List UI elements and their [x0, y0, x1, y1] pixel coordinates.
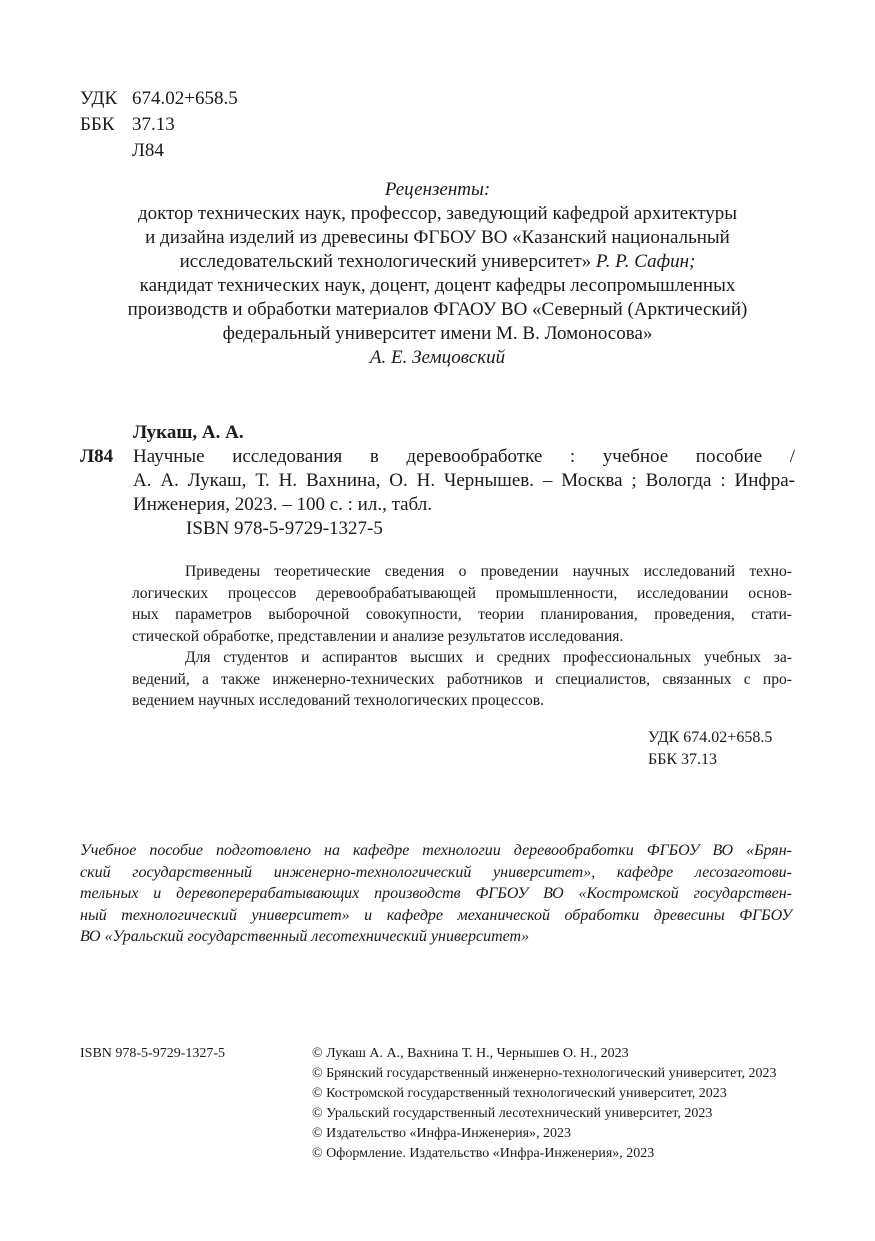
abstract-line: стической обработке, представлении и анализе результатов исследования.: [132, 627, 624, 645]
copyright-item: © Оформление. Издательство «Инфра-Инженерия», 2023: [312, 1146, 655, 1161]
classification-block: [80, 86, 238, 164]
udk-value: 674.02+658.5: [132, 88, 238, 109]
book-author: Лукаш, А. А.: [133, 422, 244, 443]
reviewer2-line: федеральный университет имени М. В. Ломоносова»: [222, 323, 653, 344]
udk-row: [80, 86, 238, 112]
note-line: ВО «Уральский государственный лесотехнический университет»: [80, 928, 530, 945]
abstract-line: Для студентов и аспирантов высших и средних профессиональных учебных за-: [185, 649, 792, 666]
abstract-line: ведений, а также инженерно-технических работников и специалистов, связанных с про-: [132, 670, 792, 688]
bbk-row: [80, 112, 238, 138]
copyright-item: © Уральский государственный лесотехнический университет, 2023: [312, 1106, 713, 1121]
reviewer1-line: доктор технических наук, профессор, заведующий кафедрой архитектуры: [137, 203, 738, 224]
book-isbn: ISBN 978-5-9729-1327-5: [186, 518, 383, 539]
reviewer2-line: производств и обработки материалов ФГАОУ ВО «Северный (Арктический): [127, 299, 748, 320]
bbk-value: 37.13: [132, 114, 175, 135]
classification-bottom: [648, 727, 772, 771]
copyright-item: © Брянский государственный инженерно-технологический университет, 2023: [312, 1066, 777, 1081]
book-code: Л84: [80, 446, 114, 467]
copyright-item: © Костромской государственный технологический университет, 2023: [312, 1086, 727, 1101]
abstract-line: логических процессов деревообрабатывающей промышленности, исследовании основ-: [132, 584, 792, 602]
reviewer1-line-with-name: [60, 250, 815, 274]
author-sign-row: [80, 138, 238, 164]
reviewer1-name: Р. Р. Сафин;: [595, 251, 696, 272]
reviewers-block: [60, 178, 815, 370]
copyright-item: © Лукаш А. А., Вахнина Т. Н., Чернышев О. Н., 2023: [312, 1046, 629, 1061]
udk-bottom: УДК 674.02+658.5: [648, 729, 773, 746]
note-line: ский государственный инженерно-технологический университет», кафедре лесозаготови-: [80, 863, 792, 881]
biblio-line: Научные исследования в деревообработке : учебное пособие /: [133, 446, 795, 467]
bbk-bottom: ББК 37.13: [648, 751, 718, 768]
preparation-note: [80, 840, 792, 948]
copyright-item: © Издательство «Инфра-Инженерия», 2023: [312, 1126, 572, 1141]
abstract: [132, 561, 792, 712]
abstract-line: ведением научных исследований технологических процессов.: [132, 692, 545, 709]
reviewer1-line: и дизайна изделий из древесины ФГБОУ ВО «Казанский национальный: [145, 227, 730, 248]
abstract-line: ных параметров выборочной совокупности, теории планирования, проведения, стати-: [132, 606, 792, 623]
udk-label: УДК: [80, 88, 118, 109]
bibliographic-block: [80, 421, 795, 541]
copyright-list: [312, 1044, 776, 1164]
author-sign: Л84: [132, 140, 164, 161]
abstract-line: Приведены теоретические сведения о проведении научных исследований техно-: [185, 563, 792, 580]
reviewer2-name: А. Е. Земцовский: [369, 347, 506, 368]
note-line: тельных и деревоперерабатывающих производств ФГБОУ ВО «Костромской государствен-: [80, 885, 792, 902]
bbk-label: ББК: [80, 114, 115, 135]
reviewer2-line: кандидат технических наук, доцент, доцент кафедры лесопромышленных: [139, 275, 736, 296]
reviewers-heading: Рецензенты:: [384, 179, 491, 200]
footer-isbn: ISBN 978-5-9729-1327-5: [80, 1046, 226, 1061]
biblio-line: А. А. Лукаш, Т. Н. Вахнина, О. Н. Чернышев. – Москва ; Вологда : Инфра-: [133, 470, 795, 491]
note-line: ный технологический университет» и кафедре механической обработки древесины ФГБОУ: [80, 906, 792, 924]
note-line: Учебное пособие подготовлено на кафедре технологии деревообработки ФГБОУ ВО «Брян-: [80, 842, 792, 859]
reviewer1-affiliation: исследовательский технологический университет»: [179, 251, 592, 272]
biblio-line: Инженерия, 2023. – 100 с. : ил., табл.: [133, 494, 432, 515]
